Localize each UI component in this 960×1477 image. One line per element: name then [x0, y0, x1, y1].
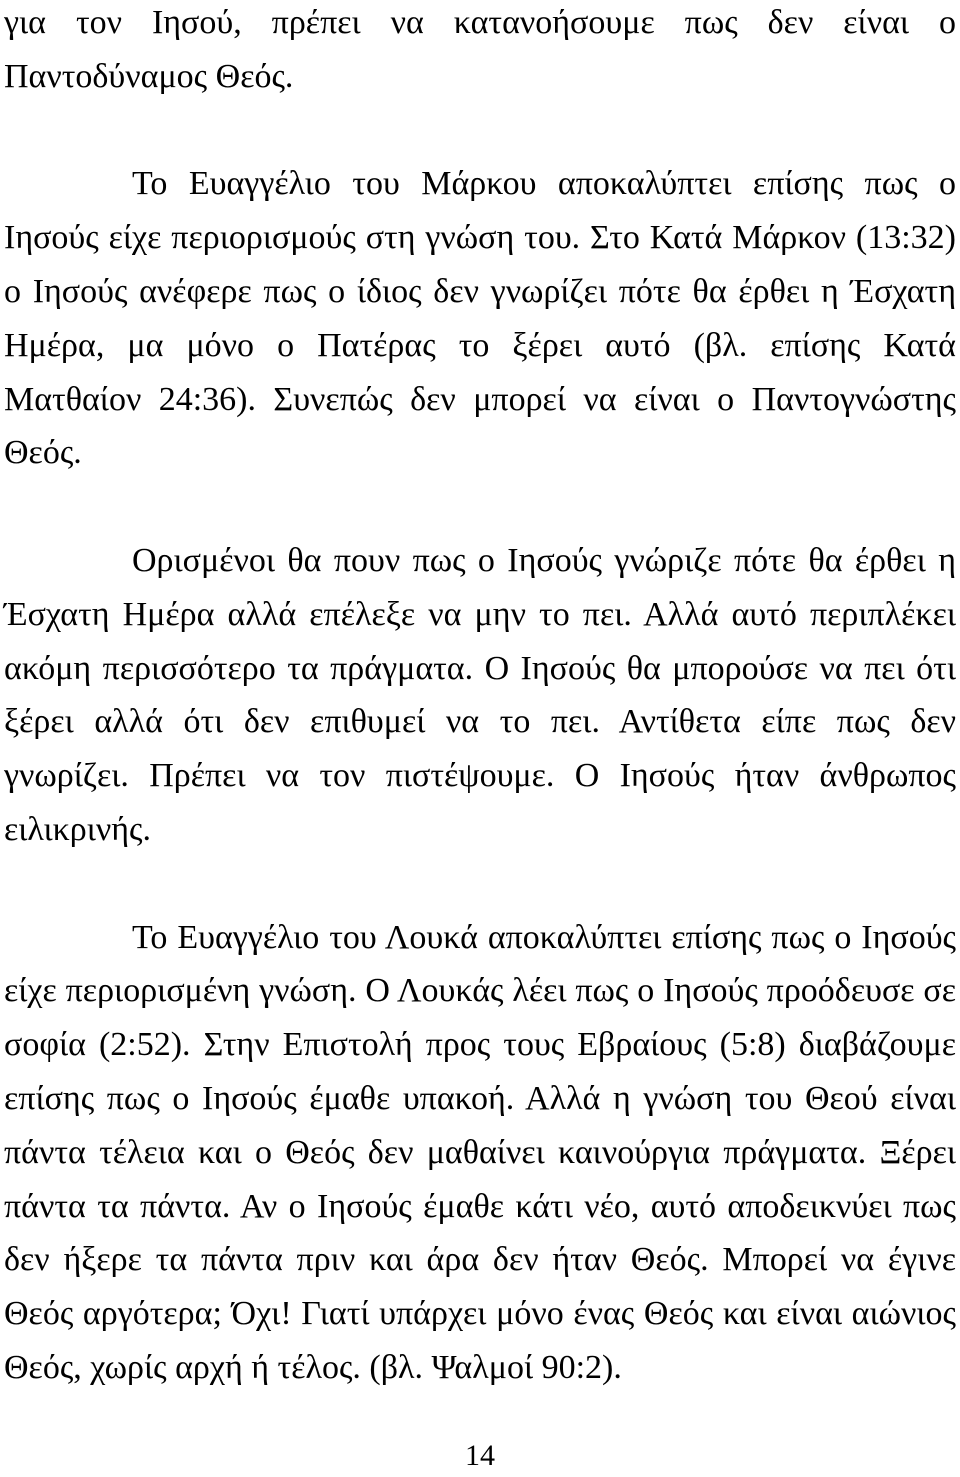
paragraph-continuation: για τον Ιησού, πρέπει να κατανοήσουμε πως δεν είναι ο Παντοδύναμος Θεός.: [4, 4, 956, 95]
paragraph-luke-gospel: Το Ευαγγέλιο του Λουκά αποκαλύπτει επίσης πως ο Ιησούς είχε περιορισμένη γνώση. Ο Λουκάς λέει πως ο Ιησούς προόδευσε σε σοφία (2:52). Στην Επιστολή προς τους Εβραίους (5:8) διαβάζουμε επίσης πως ο Ιησούς έμαθε υπακοή. Αλλά η γνώση του Θεού είναι πάντα τέλεια και ο Θεός δεν μαθαίνει καινούργια πράγματα. Ξέρει πάντα τα πάντα. Αν ο Ιησούς έμαθε κάτι νέο, αυτό αποδεικνύει πως δεν ήξερε τα πάντα πριν και άρα δεν ήταν Θεός. Μπορεί να έγινε Θεός αργότερα; Όχι! Γιατί υπάρχει μόνο ένας Θεός και είναι αιώνιος Θεός, χωρίς αρχή ή τέλος. (βλ. Ψαλμοί 90:2).: [4, 918, 956, 1386]
page-number: 14: [465, 1439, 495, 1472]
paragraph-last-day: Ορισμένοι θα πουν πως ο Ιησούς γνώριζε πότε θα έρθει η Έσχατη Ημέρα αλλά επέλεξε να μην το πει. Αλλά αυτό περιπλέκει ακόμη περισσότερο τα πράγματα. Ο Ιησούς θα μπορούσε να πει ότι ξέρει αλλά ότι δεν επιθυμεί να το πει. Αντίθετα είπε πως δεν γνωρίζει. Πρέπει να τον πιστέψουμε. Ο Ιησούς ήταν άνθρωπος ειλικρινής.: [4, 541, 956, 848]
body-text: [4, 0, 956, 1395]
paragraph-mark-gospel: Το Ευαγγέλιο του Μάρκου αποκαλύπτει επίσης πως ο Ιησούς είχε περιορισμούς στη γνώση του. Στο Κατά Μάρκον (13:32) ο Ιησούς ανέφερε πως ο ίδιος δεν γνωρίζει πότε θα έρθει η Έσχατη Ημέρα, μα μόνο ο Πατέρας το ξέρει αυτό (βλ. επίσης Κατά Ματθαίον 24:36). Συνεπώς δεν μπορεί να είναι ο Παντογνώστης Θεός.: [4, 165, 956, 472]
